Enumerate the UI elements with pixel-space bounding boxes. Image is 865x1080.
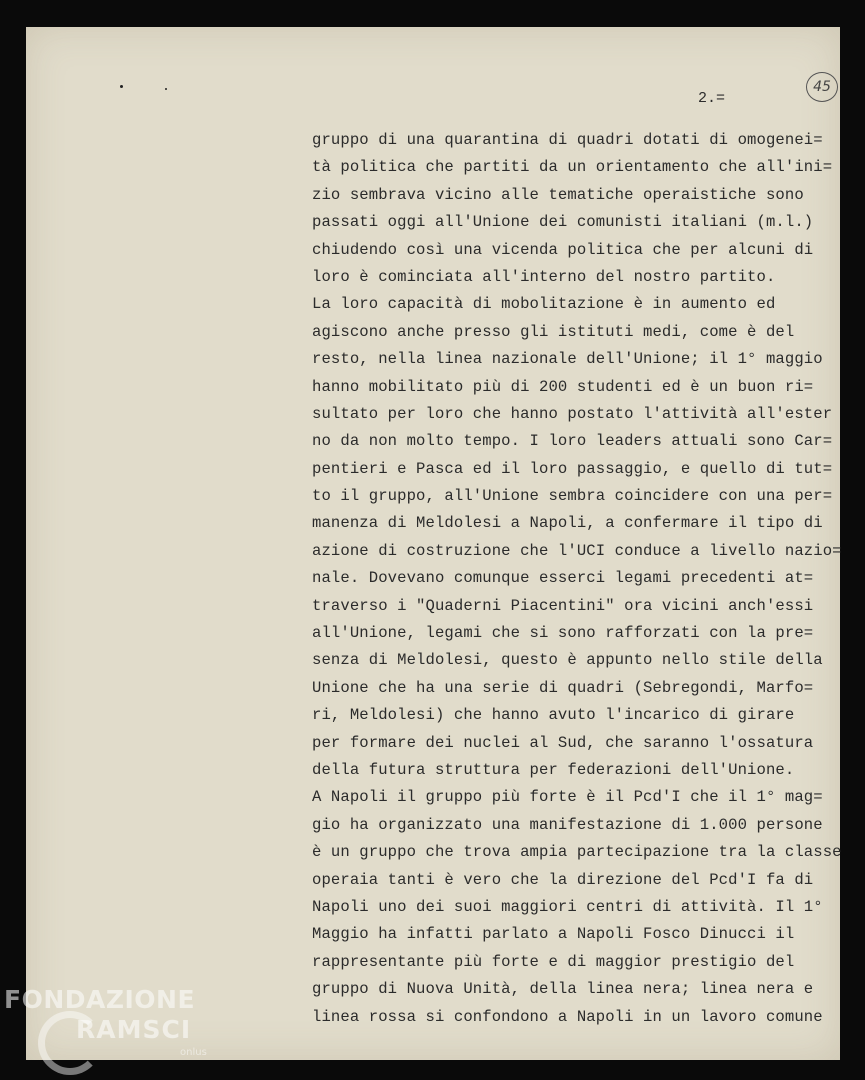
text-line: ri, Meldolesi) che hanno avuto l'incarico di girare: [312, 706, 795, 725]
text-line: chiudendo così una vicenda politica che per alcuni di: [312, 240, 814, 259]
text-line: traverso i "Quaderni Piacentini" ora vicini anch'essi: [312, 596, 814, 615]
text-line: tà politica che partiti da un orientamento che all'ini=: [312, 158, 833, 177]
text-line: La loro capacità di mobolitazione è in aumento ed: [312, 295, 776, 314]
text-line: pentieri e Pasca ed il loro passaggio, e quello di tut=: [312, 459, 833, 478]
document-page: [26, 27, 840, 1060]
text-line: passati oggi all'Unione dei comunisti italiani (m.l.): [312, 213, 814, 232]
text-line: no da non molto tempo. I loro leaders attuali sono Car=: [312, 432, 833, 451]
text-line: operaia tanti è vero che la direzione del Pcd'I fa di: [312, 870, 814, 889]
text-line: della futura struttura per federazioni dell'Unione.: [312, 760, 795, 779]
text-line: senza di Meldolesi, questo è appunto nello stile della: [312, 651, 823, 670]
text-line: sultato per loro che hanno postato l'attività all'ester: [312, 404, 833, 423]
text-line: Unione che ha una serie di quadri (Sebregondi, Marfo=: [312, 678, 814, 697]
text-line: all'Unione, legami che si sono rafforzati con la pre=: [312, 624, 814, 643]
text-line: A Napoli il gruppo più forte è il Pcd'I che il 1° mag=: [312, 788, 823, 807]
text-line: Napoli uno dei suoi maggiori centri di attività. Il 1°: [312, 897, 823, 916]
text-line: to il gruppo, all'Unione sembra coincidere con una per=: [312, 487, 833, 506]
text-line: rappresentante più forte e di maggior prestigio del: [312, 952, 795, 971]
text-line: linea rossa si confondono a Napoli in un lavoro comune: [312, 1007, 823, 1026]
text-line: loro è cominciata all'interno del nostro partito.: [312, 267, 776, 286]
typewritten-body: [312, 127, 852, 1031]
text-line: per formare dei nuclei al Sud, che saranno l'ossatura: [312, 733, 814, 752]
text-line: gruppo di Nuova Unità, della linea nera; linea nera e: [312, 980, 814, 999]
watermark-sub: onlus: [180, 1047, 207, 1058]
text-line: gio ha organizzato una manifestazione di 1.000 persone: [312, 815, 823, 834]
page-number: 2.=: [698, 90, 726, 107]
text-line: azione di costruzione che l'UCI conduce a livello nazio=: [312, 541, 842, 560]
text-line: manenza di Meldolesi a Napoli, a confermare il tipo di: [312, 514, 823, 533]
speck: [120, 85, 123, 88]
text-line: Maggio ha infatti parlato a Napoli Fosco Dinucci il: [312, 925, 795, 944]
text-line: resto, nella linea nazionale dell'Unione; il 1° maggio: [312, 350, 823, 369]
text-line: hanno mobilitato più di 200 studenti ed è un buon ri=: [312, 377, 814, 396]
text-line: zio sembrava vicino alle tematiche operaistiche sono: [312, 185, 804, 204]
archive-number-stamp: 45: [806, 72, 838, 102]
text-line: nale. Dovevano comunque esserci legami precedenti at=: [312, 569, 814, 588]
speck: [165, 88, 167, 90]
watermark-line1: FONDAZIONE: [4, 985, 196, 1014]
watermark-line2: RAMSCI: [76, 1015, 192, 1044]
text-line: è un gruppo che trova ampia partecipazione tra la classe: [312, 843, 842, 862]
text-line: gruppo di una quarantina di quadri dotati di omogenei=: [312, 131, 823, 149]
text-line: agiscono anche presso gli istituti medi, come è del: [312, 322, 795, 341]
